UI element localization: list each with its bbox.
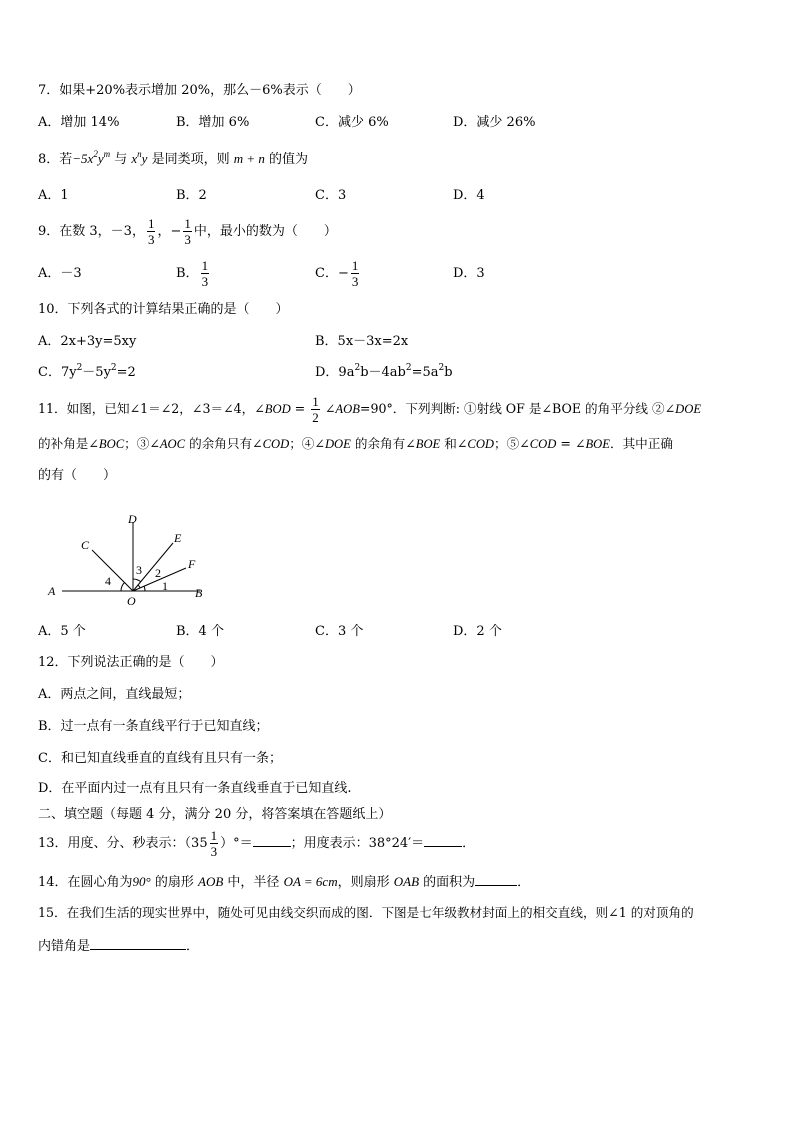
arc-angle-4 bbox=[121, 583, 125, 592]
q8-expr1: $-5x^2y^m$ bbox=[72, 149, 111, 166]
q12-option-a: A．两点之间，直线最短； bbox=[38, 687, 191, 702]
q13-line: 13．用度、分、秒表示：（35 $\frac{1}{3}$ ）°＝ ；用度表示：38°24′＝ ． bbox=[38, 828, 476, 859]
q7-option-d: D．减少 26% bbox=[453, 115, 536, 130]
q14-line: 14．在圆心角为90° 的扇形 AOB 中，半径 OA = 6cm，则扇形 OAB 的面积为 ． bbox=[38, 874, 531, 890]
q13-blank-2[interactable] bbox=[424, 834, 462, 847]
label-angle-4: 4 bbox=[105, 574, 111, 588]
q8-stem bbox=[38, 150, 308, 169]
q12-option-b: B．过一点有一条直线平行于已知直线； bbox=[38, 719, 269, 734]
arc-angle-2 bbox=[138, 585, 140, 588]
label-e: E bbox=[174, 531, 182, 545]
label-angle-1: 1 bbox=[162, 579, 168, 593]
q8-option-b: B．2 bbox=[176, 188, 207, 203]
q9-neg: − bbox=[170, 224, 182, 239]
q8-option-d: D．4 bbox=[453, 188, 485, 203]
q10-option-d: D．$9a^2b-4ab^2=5a^2b$ bbox=[315, 363, 453, 380]
q11-option-b: B．4 个 bbox=[176, 624, 224, 639]
q9-fraction-2: $\frac{1}{3}$ bbox=[184, 216, 191, 247]
q9-stem bbox=[38, 213, 337, 251]
q11-line-2: 的补角是∠BOC；③∠AOC 的余角只有∠COD；④∠DOE 的余角有∠BOE 和∠COD；⑤∠COD = ∠BOE．其中正确 bbox=[38, 436, 673, 451]
label-o: O bbox=[127, 594, 136, 608]
q9-option-c: C．− $\frac{1}{3}$ bbox=[315, 258, 359, 289]
q8-stem-pre: 8．若 bbox=[38, 152, 73, 167]
label-b: B bbox=[195, 586, 203, 600]
q8-stem-post: 的值为 bbox=[264, 152, 309, 167]
q9-option-d: D．3 bbox=[453, 266, 485, 281]
label-c: C bbox=[81, 538, 90, 552]
q8-and: 与 bbox=[110, 152, 132, 167]
q12-option-c: C．和已知直线垂直的直线有且只有一条； bbox=[38, 751, 282, 766]
q13-blank-1[interactable] bbox=[253, 834, 291, 847]
label-angle-3: 3 bbox=[136, 563, 142, 577]
q8-option-c: C．3 bbox=[315, 188, 347, 203]
q11-option-c: C．3 个 bbox=[315, 624, 364, 639]
q7-option-c: C．减少 6% bbox=[315, 115, 389, 130]
q14-blank[interactable] bbox=[475, 873, 517, 886]
q11-line-1: 11．如图，已知∠1＝∠2，∠3＝∠4，∠BOD = $\frac{1}{2}$ ∠AOB=90°．下列判断: ①射线 OF 是∠BOE 的角平分线 ②∠DOE bbox=[38, 394, 702, 425]
q11-angle-figure bbox=[40, 505, 230, 610]
q8-stem-mid: 是同类项，则 bbox=[147, 152, 234, 167]
q15-line-1: 15．在我们生活的现实世界中，随处可见由线交织而成的图．下图是七年级教材封面上的相交直线，则∠1 的对顶角的 bbox=[38, 905, 694, 920]
q8-expr3: m + n bbox=[233, 151, 265, 166]
label-angle-2: 2 bbox=[155, 566, 161, 580]
q10-stem: 10．下列各式的计算结果正确的是（ ） bbox=[38, 302, 289, 317]
q12-option-d: D．在平面内过一点有且只有一条直线垂直于已知直线. bbox=[38, 781, 352, 796]
label-f: F bbox=[188, 557, 196, 571]
q9-stem-post: 中，最小的数为（ ） bbox=[193, 224, 337, 239]
q10-option-a: A．2x+3y=5xy bbox=[38, 334, 137, 349]
q7-option-b: B．增加 6% bbox=[176, 115, 250, 130]
section-2-heading: 二、填空题（每题 4 分，满分 20 分，将答案填在答题纸上） bbox=[38, 807, 392, 822]
q13-fraction: $\frac{1}{3}$ bbox=[210, 828, 218, 859]
q11-option-a: A．5 个 bbox=[38, 624, 86, 639]
q9-stem-pre: 9．在数 3，－3， bbox=[38, 224, 145, 239]
q11-option-d: D．2 个 bbox=[453, 624, 502, 639]
q7-stem: 7．如果+20%表示增加 20%，那么－6%表示（ ） bbox=[38, 83, 361, 98]
q9-fraction-1: $\frac{1}{3}$ bbox=[147, 216, 155, 247]
q11-line-3: 的有（ ） bbox=[38, 468, 117, 483]
arc-angle-1 bbox=[144, 586, 145, 591]
label-a: A bbox=[48, 584, 56, 598]
q10-option-b: B．5x－3x=2x bbox=[315, 334, 409, 349]
q8-option-a: A．1 bbox=[38, 188, 69, 203]
q15-line-2: 内错角是 ． bbox=[38, 939, 200, 954]
label-d: D bbox=[128, 512, 137, 526]
q9-option-b: B． $\frac{1}{3}$ bbox=[176, 258, 209, 289]
ray-oc bbox=[92, 550, 133, 591]
q12-stem: 12．下列说法正确的是（ ） bbox=[38, 655, 224, 670]
q15-blank[interactable] bbox=[90, 937, 186, 950]
q7-option-a: A．增加 14% bbox=[38, 115, 120, 130]
q9-option-a: A．－3 bbox=[38, 266, 82, 281]
q8-expr2: $x^ny$ bbox=[131, 149, 148, 166]
q10-option-c: C．$7y^2-5y^2=2$ bbox=[38, 363, 136, 380]
q9-sep: ， bbox=[157, 224, 171, 239]
arc-angle-3 bbox=[133, 579, 141, 582]
